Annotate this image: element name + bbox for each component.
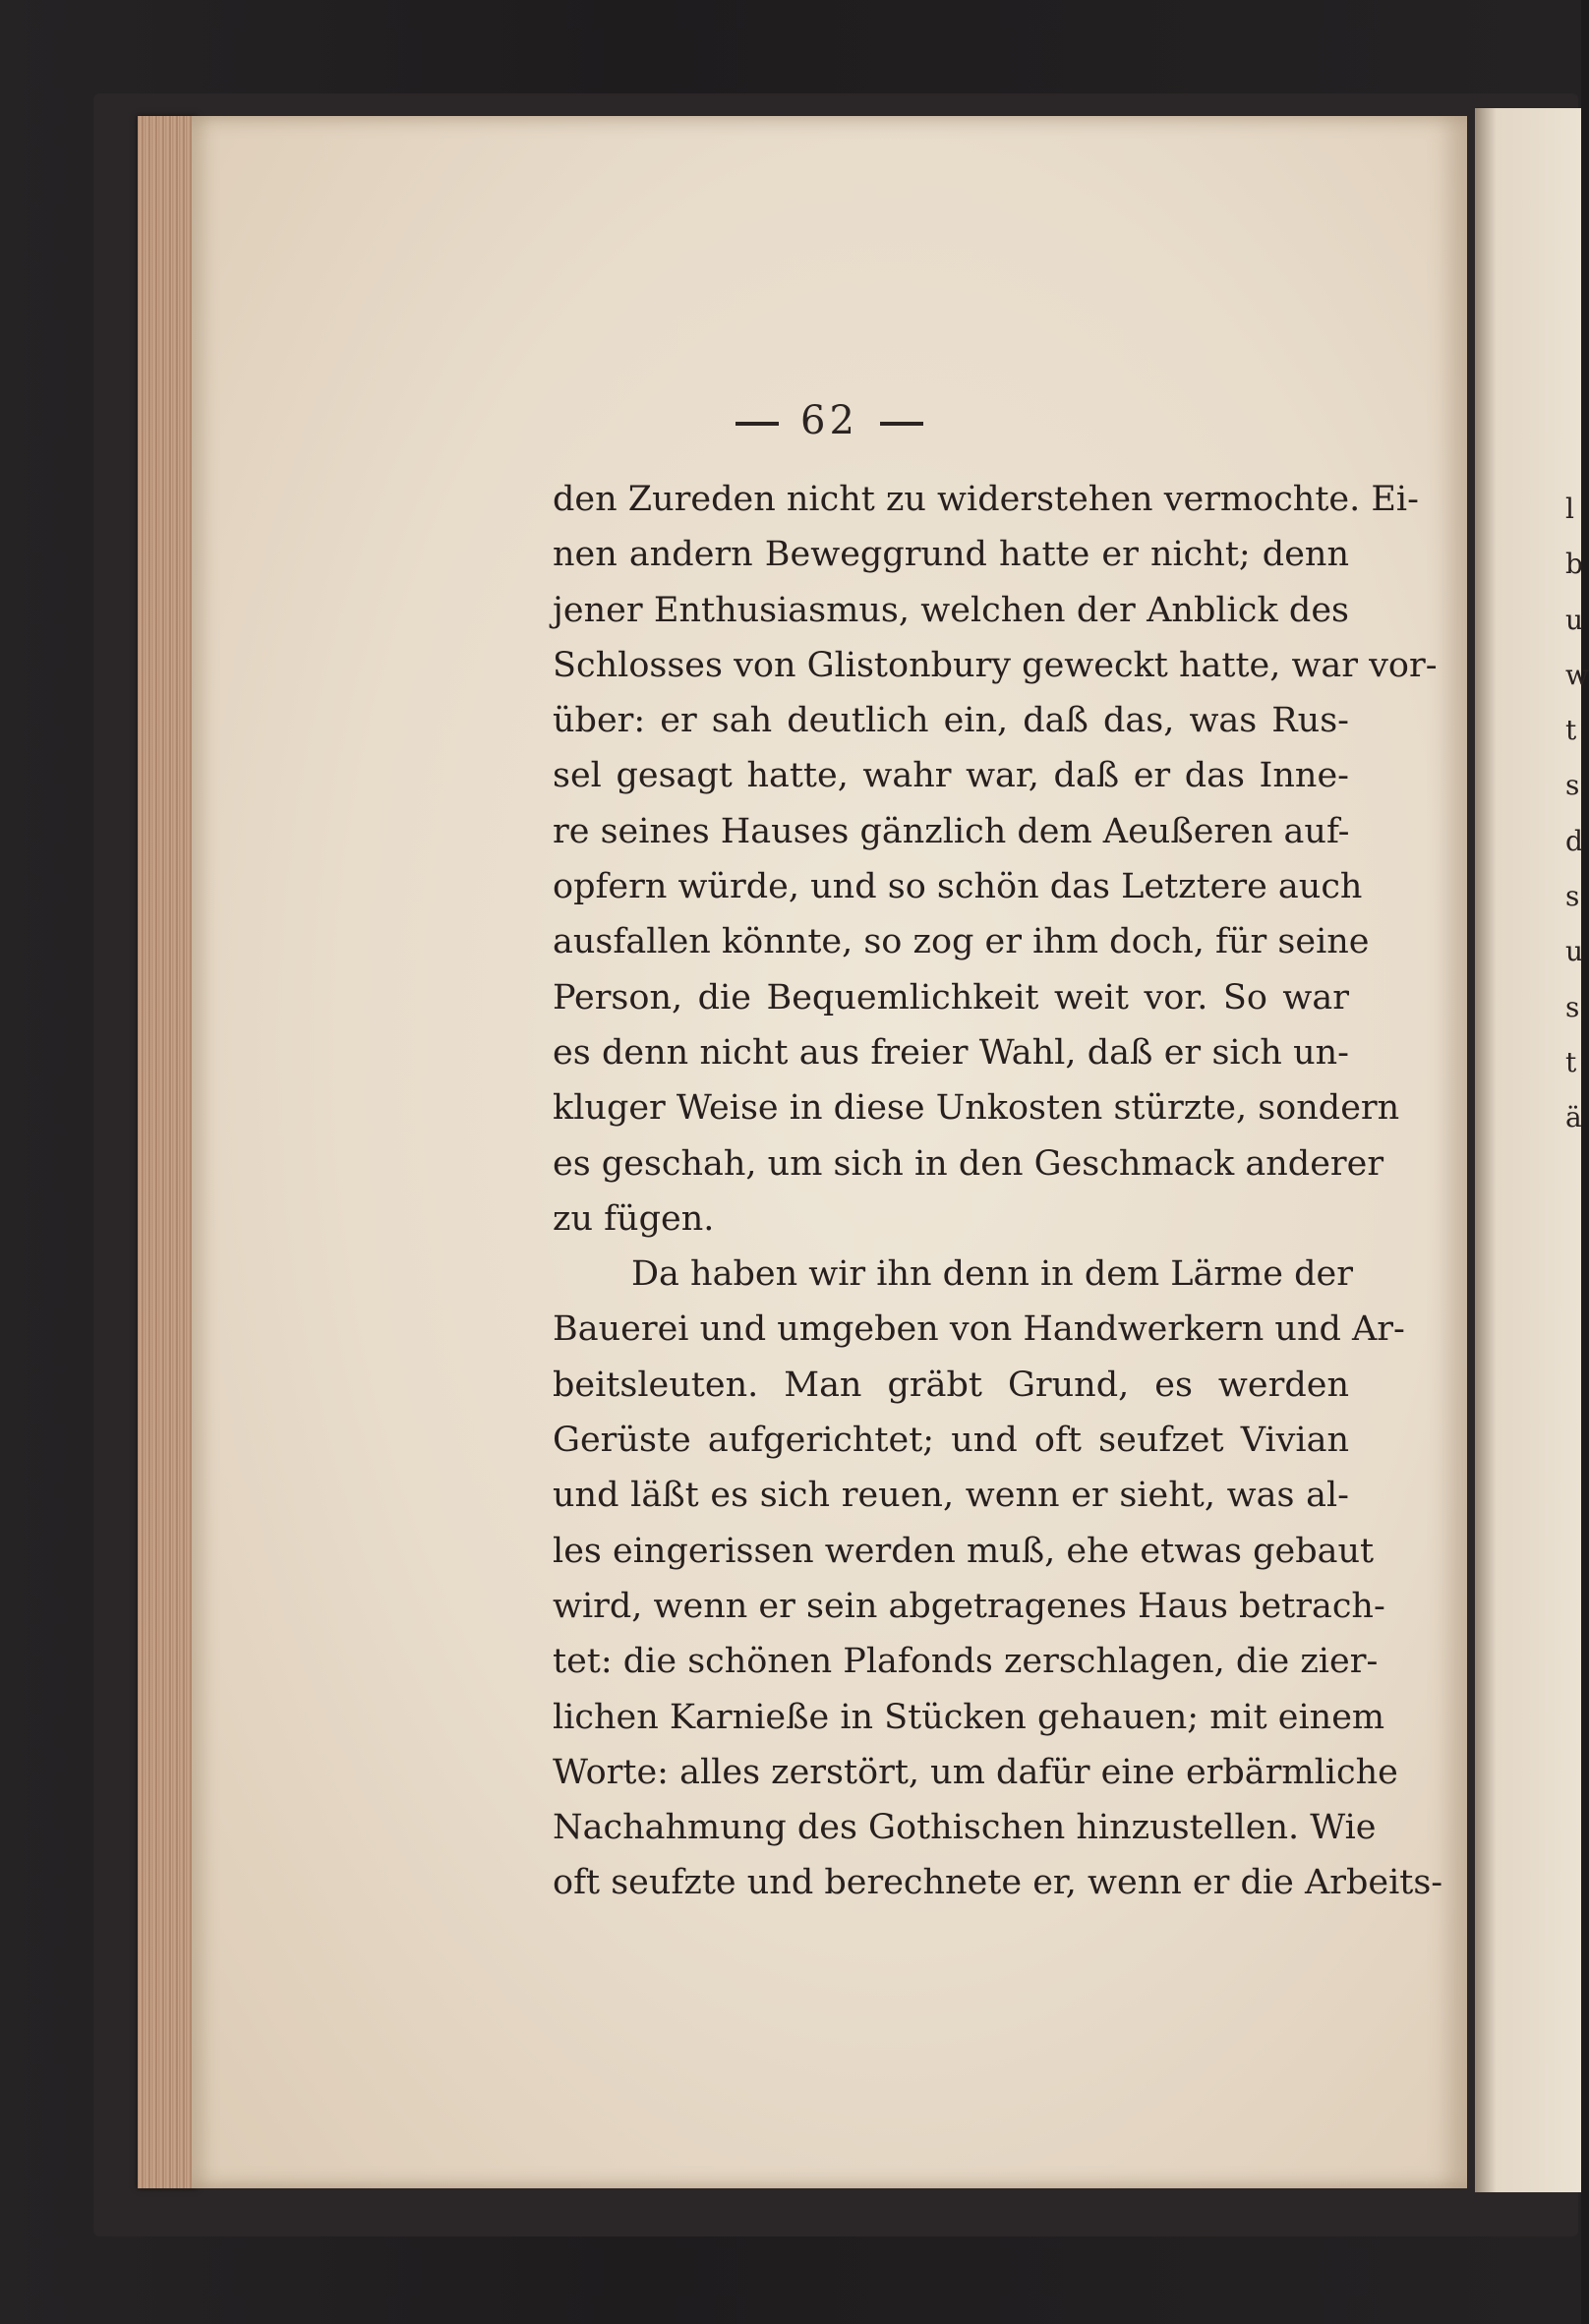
header-dash-right	[880, 422, 923, 426]
text-line: Da haben wir ihn denn in dem Lärme der	[631, 1254, 1353, 1295]
text-line: oft seufzte und berechnete er, wenn er die Arbeits-	[553, 1863, 1443, 1903]
text-line: les eingerissen werden muß, ehe etwas gebaut	[553, 1531, 1375, 1571]
facing-page-letters	[1565, 482, 1589, 1146]
text-line: jener Enthusiasmus, welchen der Anblick des	[553, 590, 1349, 630]
facing-letter: ä	[1565, 1101, 1582, 1134]
text-line: sel gesagt hatte, wahr war, daß er das Inne-	[553, 756, 1349, 796]
facing-letter: s	[1565, 990, 1580, 1023]
text-line: lichen Karnieße in Stücken gehauen; mit einem	[553, 1697, 1385, 1737]
body-text	[553, 472, 1443, 1911]
text-line: Nachahmung des Gothischen hinzustellen. Wie	[553, 1808, 1377, 1848]
text-line: ausfallen könnte, so zog er ihm doch, für seine	[553, 922, 1370, 962]
facing-letter: t	[1565, 1045, 1577, 1078]
page-edges	[138, 116, 197, 2188]
text-line: den Zureden nicht zu widerstehen vermochte. Ei-	[553, 480, 1419, 519]
facing-letter: d	[1565, 824, 1583, 857]
text-line: nen andern Beweggrund hatte er nicht; denn	[553, 535, 1349, 575]
text-line: Schlosses von Glistonbury geweckt hatte, war vor-	[553, 645, 1438, 685]
text-line: beitsleuten. Man gräbt Grund, es werden	[553, 1365, 1349, 1405]
text-line: Person, die Bequemlichkeit weit vor. So war	[553, 977, 1349, 1017]
facing-letter: l	[1565, 493, 1574, 525]
facing-letter: u	[1565, 603, 1584, 636]
facing-letter: b	[1565, 548, 1583, 581]
facing-letter: w	[1565, 658, 1589, 691]
text-line: und läßt es sich reuen, wenn er sieht, was al-	[553, 1476, 1349, 1516]
text-line: kluger Weise in diese Unkosten stürzte, sondern	[553, 1088, 1400, 1129]
text-line: tet: die schönen Plafonds zerschlagen, die zier-	[553, 1642, 1379, 1682]
text-line: re seines Hauses gänzlich dem Aeußeren auf-	[553, 811, 1350, 851]
facing-letter: s	[1565, 769, 1580, 802]
text-line: Gerüste aufgerichtet; und oft seufzet Vivian	[553, 1421, 1349, 1461]
page-number: 62	[800, 398, 858, 443]
text-line: Bauerei und umgeben von Handwerkern und Ar-	[553, 1309, 1405, 1350]
text-line: opfern würde, und so schön das Letztere auch	[553, 867, 1363, 907]
text-line: über: er sah deutlich ein, daß das, was Rus-	[553, 701, 1349, 741]
right-page	[1475, 108, 1589, 2192]
text-line: es geschah, um sich in den Geschmack anderer	[553, 1143, 1384, 1184]
facing-letter: u	[1565, 935, 1584, 968]
facing-letter: s	[1565, 880, 1580, 913]
facing-letter: t	[1565, 714, 1577, 747]
page-header	[192, 398, 1467, 443]
header-dash-left	[736, 422, 779, 426]
text-line: Worte: alles zerstört, um dafür eine erbärmliche	[553, 1752, 1398, 1792]
text-line: wird, wenn er sein abgetragenes Haus betrach-	[553, 1586, 1385, 1626]
text-line: zu fügen.	[553, 1198, 715, 1239]
text-line: es denn nicht aus freier Wahl, daß er sich un-	[553, 1032, 1349, 1073]
